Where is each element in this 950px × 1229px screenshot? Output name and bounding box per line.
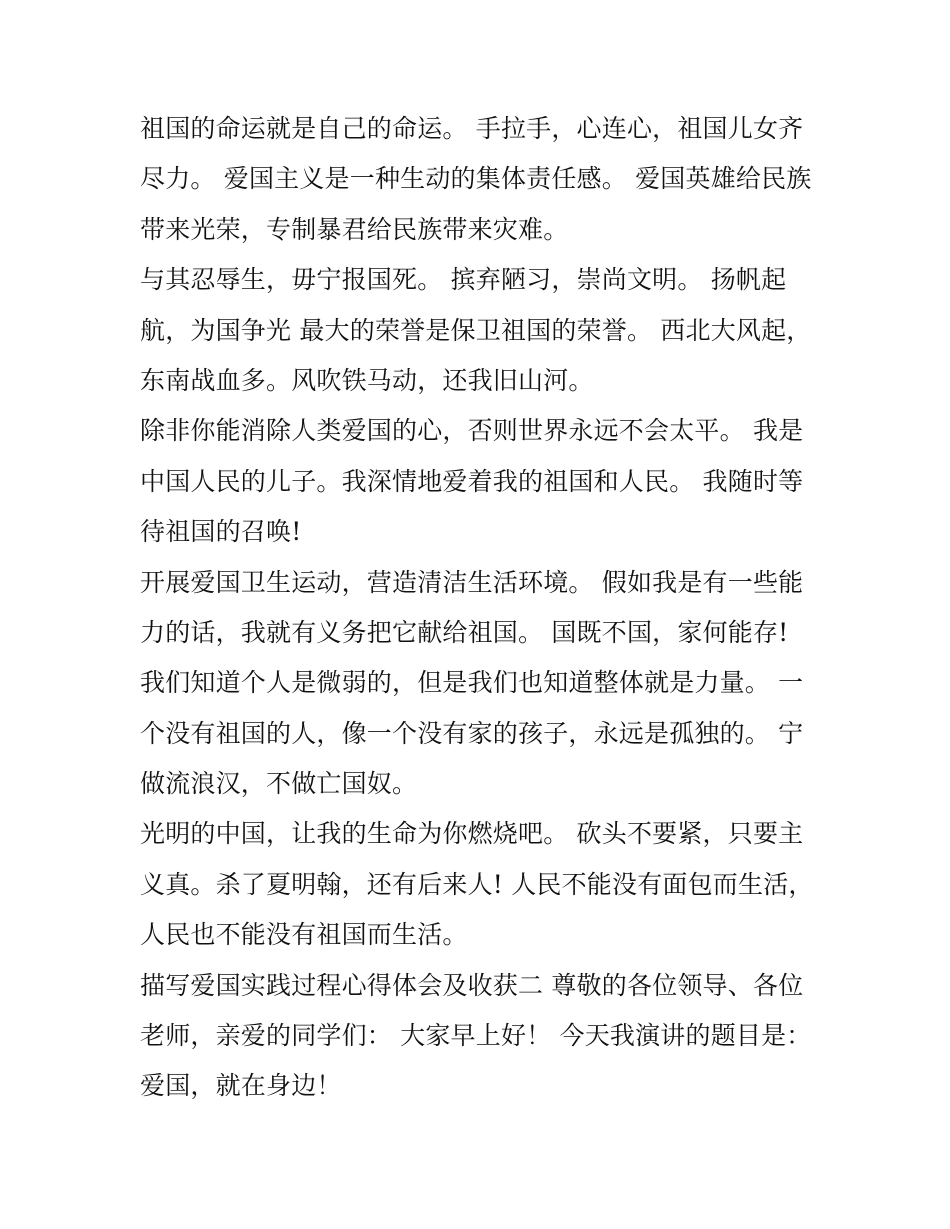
text-line: 东南战血多。风吹铁马动，还我旧山河。 <box>140 365 594 395</box>
text-line: 做流浪汉，不做亡国奴。 <box>140 769 418 799</box>
text-line: 除非你能消除人类爱国的心，否则世界永远不会太平。 我是 <box>140 416 804 446</box>
text-line: 带来光荣，专制暴君给民族带来灾难。 <box>140 214 569 244</box>
text-line: 光明的中国，让我的生命为你燃烧吧。 砍头不要紧，只要主 <box>140 819 804 849</box>
text-line: 与其忍辱生，毋宁报国死。 摈弃陋习，崇尚文明。 扬帆起 <box>140 265 787 295</box>
text-line: 我们知道个人是微弱的，但是我们也知道整体就是力量。 一 <box>140 668 804 698</box>
text-line: 力的话，我就有义务把它献给祖国。 国既不国，家何能存! <box>140 617 789 647</box>
document-body <box>140 104 814 1112</box>
text-line: 老师，亲爱的同学们： 大家早上好！ 今天我演讲的题目是： <box>140 1021 812 1051</box>
text-line: 航，为国争光 最大的荣誉是保卫祖国的荣誉。 西北大风起， <box>140 315 812 345</box>
text-line: 开展爱国卫生运动，营造清洁生活环境。 假如我是有一些能 <box>140 567 804 597</box>
text-line: 人民也不能没有祖国而生活。 <box>140 920 468 950</box>
text-line: 爱国，就在身边！ <box>140 1071 342 1101</box>
text-line: 尽力。 爱国主义是一种生动的集体责任感。 爱国英雄给民族 <box>140 164 812 194</box>
text-line: 待祖国的召唤! <box>140 517 302 547</box>
text-line: 中国人民的儿子。我深情地爱着我的祖国和人民。 我随时等 <box>140 466 804 496</box>
text-line: 个没有祖国的人，像一个没有家的孩子，永远是孤独的。 宁 <box>140 718 804 748</box>
text-line: 义真。杀了夏明翰，还有后来人! 人民不能没有面包而生活， <box>140 869 814 899</box>
text-line: 描写爱国实践过程心得体会及收获二 尊敬的各位领导、各位 <box>140 970 804 1000</box>
text-line: 祖国的命运就是自己的命运。 手拉手，心连心，祖国儿女齐 <box>140 114 804 143</box>
